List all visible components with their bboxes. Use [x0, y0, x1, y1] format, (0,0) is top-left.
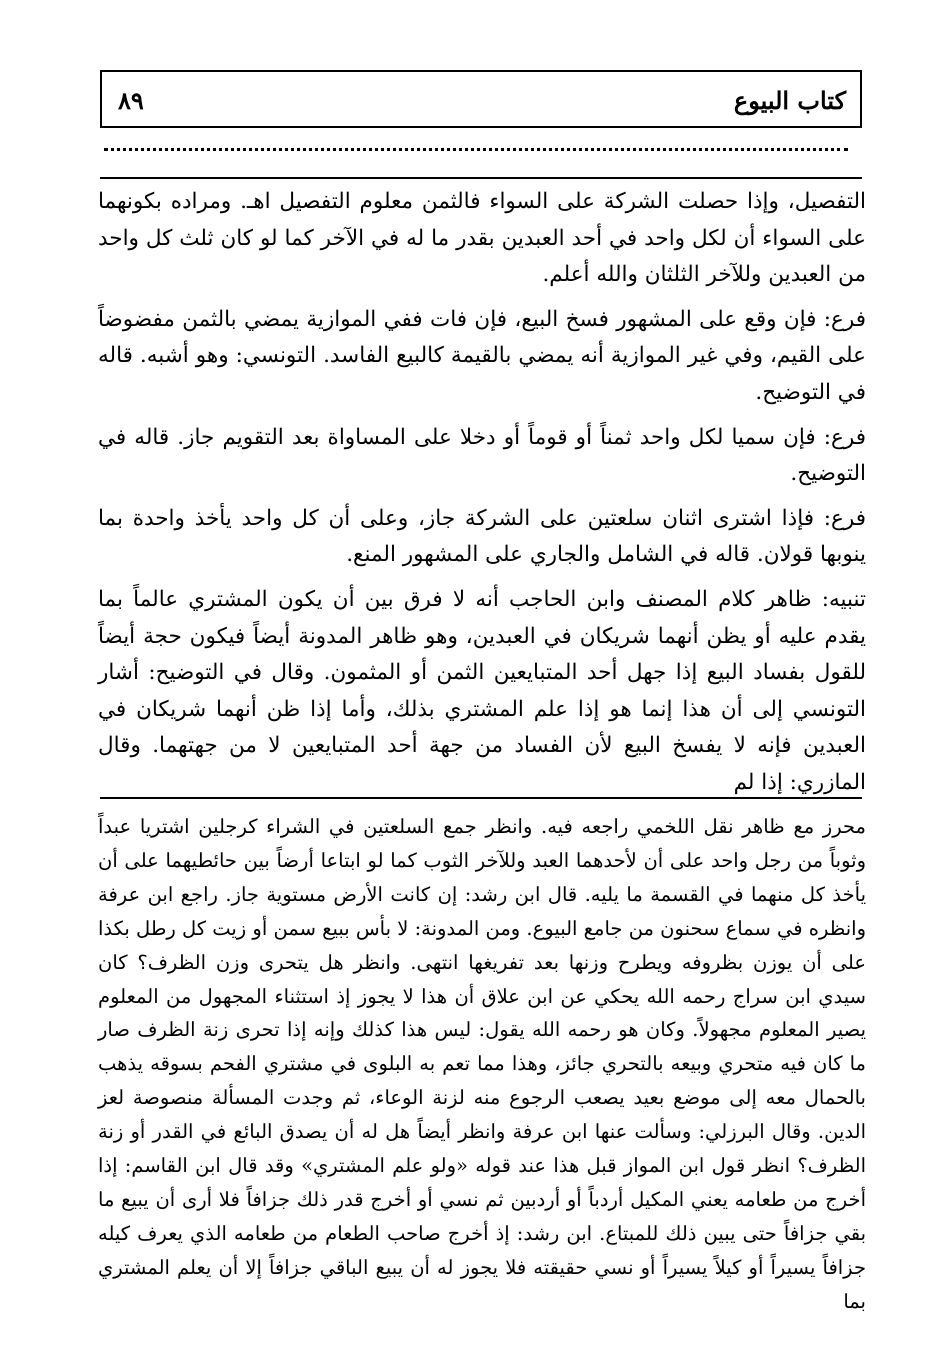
running-header — [100, 70, 862, 128]
footnote-section — [98, 810, 866, 1319]
paragraph-intro: التفصيل، وإذا حصلت الشركة على السواء فالثمن معلوم التفصيل اهـ. ومراده بكونهما على السواء أن لكل واحد في أحد العبدين بقدر ما له في الآخر كما لو كان ثلث كل واحد من العبدين وللآخر الثلثان والله أعلم. — [98, 189, 866, 288]
footnote-text: محرز مع ظاهر نقل اللخمي راجعه فيه. وانظر جمع السلعتين في الشراء كرجلين اشتريا عبداً وثوباً من رجل واحد على أن لأحدهما العبد وللآخر الثوب كما لو ابتاعا أرضاً بين حائطيهما على أن يأخذ كل منهما في القسمة ما يليه. قال ابن رشد: إن كانت الأرض مستوية جاز. راجع ابن عرفة وانظره في سماع سحنون من جامع البيوع. ومن المدونة: لا بأس ببيع سمن أو زيت كل رطل بكذا على أن يوزن بظروفه ويطرح وزنها بعد تفريغها انتهى. وانظر هل يتحرى وزن الظرف؟ كان سيدي ابن سراج رحمه الله يحكي عن ابن علاق أن هذا لا يجوز إذ استثناء المجهول من المعلوم يصير المعلوم مجهولاً. وكان هو رحمه الله يقول: ليس هذا كذلك وإنه إذا تحرى زنة الظرف صار ما كان فيه متحري وبيعه بالتحري جائز، وهذا مما تعم به البلوى في مشتري الفحم بسوقه يذهب بالحمال معه إلى موضع بعيد يصعب الرجوع منه لزنة الوعاء، ثم وجدت المسألة منصوصة لعز الدين. وقال البرزلي: وسألت عنها ابن عرفة وانظر أيضاً هل له أن يصدق البائع في القدر أو زنة الظرف؟ انظر قول ابن المواز قبل هذا عند قوله «ولو علم المشتري» وقد قال ابن القاسم: إذا أخرج من طعامه يعني المكيل أردباً أو أردبين ثم نسي أو أخرج قدر ذلك جزافاً فلا أرى أن يبيع ما بقي جزافاً حتى يبين ذلك للمبتاع. ابن رشد: إذ أخرج صاحب الطعام من طعامه الذي يعرف كيله جزافاً يسيراً أو كيلاً يسيراً أو نسي حقيقته فلا يجوز له أن يبيع الباقي جزافاً إلا أن يعلم المشتري بما — [98, 815, 866, 1313]
paragraph-branch-3: فرع: فإذا اشترى اثنان سلعتين على الشركة جاز، وعلى أن كل واحد يأخذ واحدة بما ينوبها قولان. قاله في الشامل والجاري على المشهور المنع. — [98, 505, 866, 568]
paragraph-note: تنبيه: ظاهر كلام المصنف وابن الحاجب أنه لا فرق بين أن يكون المشتري عالماً بما يقدم عليه أو يظن أنهما شريكان في العبدين، وهو ظاهر المدونة أيضاً فيكون حجة أيضاً للقول بفساد البيع إذا جهل أحد المتبايعين الثمن أو المثمون. وقال في التوضيح: أشار التونسي إلى أن هذا إنما هو إذا علم المشتري بذلك، وأما إذا ظن أنهما شريكان في العبدين فإنه لا يفسخ البيع لأن الفساد من جهة أحد المتبايعين لا من جهتهما. وقال المازري: إذا لم — [98, 586, 866, 795]
main-text — [98, 184, 866, 810]
footnote-rule — [100, 797, 862, 799]
paragraph-branch-2: فرع: فإن سميا لكل واحد ثمناً أو قوماً أو دخلا على المساواة بعد التقويم جاز. قاله في التوضيح. — [98, 424, 866, 487]
chapter-title: كتاب البيوع — [733, 86, 846, 115]
paragraph-branch-1: فرع: فإن وقع على المشهور فسخ البيع، فإن فات ففي الموازية يمضي بالثمن مفضوضاً على القيم، وفي غير الموازية أنه يمضي بالقيمة كالبيع الفاسد. التونسي: وهو أشبه. قاله في التوضيح. — [98, 306, 866, 405]
page-number: ٨٩ — [118, 86, 144, 115]
top-rule — [100, 177, 862, 179]
dotted-separator — [104, 144, 848, 151]
